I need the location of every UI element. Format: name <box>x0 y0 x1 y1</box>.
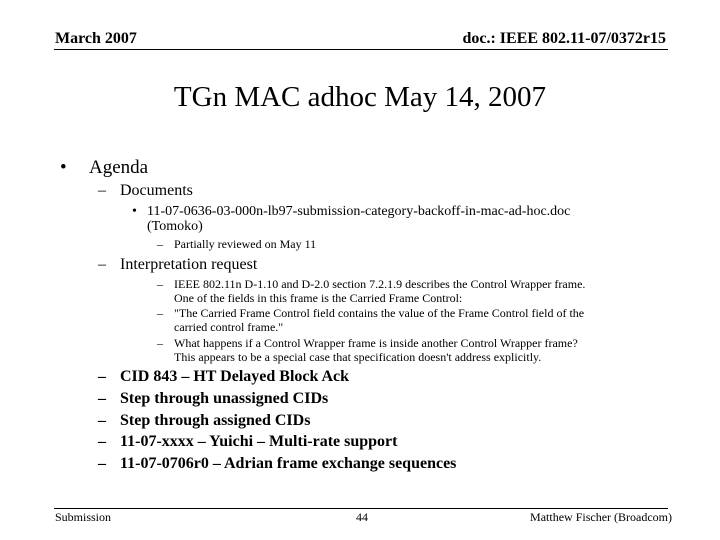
dash-icon: – <box>98 455 106 472</box>
dash-icon: – <box>157 277 163 291</box>
header-date: March 2007 <box>55 30 137 47</box>
dash-icon: – <box>157 237 163 251</box>
interp-item-line1: IEEE 802.11n D-1.10 and D-2.0 section 7.2.1.9 describes the Control Wrapper frame. <box>174 277 586 291</box>
topic-item: Step through assigned CIDs <box>120 412 311 429</box>
slide-title: TGn MAC adhoc May 14, 2007 <box>173 81 547 113</box>
doc-note: Partially reviewed on May 11 <box>174 237 317 251</box>
dash-icon: – <box>98 256 106 273</box>
dash-icon: – <box>98 390 106 407</box>
topic-item: 11-07-0706r0 – Adrian frame exchange sequences <box>120 455 457 472</box>
dash-icon: – <box>98 433 106 450</box>
header-doc-id: doc.: IEEE 802.11-07/0372r15 <box>462 30 666 47</box>
doc-item-line1: 11-07-0636-03-000n-lb97-submission-category-backoff-in-mac-ad-hoc.doc <box>147 204 571 219</box>
topic-item: CID 843 – HT Delayed Block Ack <box>120 368 350 385</box>
agenda-label: Agenda <box>89 157 149 178</box>
topic-item: Step through unassigned CIDs <box>120 390 329 407</box>
bullet-icon: • <box>132 204 137 219</box>
footer-author: Matthew Fischer (Broadcom) <box>530 510 672 524</box>
interp-label: Interpretation request <box>120 256 258 273</box>
doc-item-line2: (Tomoko) <box>147 219 203 234</box>
footer-submission: Submission <box>55 510 112 524</box>
interp-item-line2: One of the fields in this frame is the Carried Frame Control: <box>174 291 463 305</box>
interp-item-line2: carried control frame." <box>174 320 284 334</box>
header-rule <box>54 49 668 50</box>
bullet-icon: • <box>60 157 67 178</box>
dash-icon: – <box>157 306 163 320</box>
topic-item: 11-07-xxxx – Yuichi – Multi-rate support <box>120 433 398 450</box>
dash-icon: – <box>98 182 106 199</box>
interp-item-line2: This appears to be a special case that specification doesn't address explicitly. <box>174 350 542 364</box>
dash-icon: – <box>157 336 163 350</box>
dash-icon: – <box>98 368 106 385</box>
page-number: 44 <box>356 510 368 524</box>
interp-item-line1: What happens if a Control Wrapper frame is inside another Control Wrapper frame? <box>174 336 578 350</box>
dash-icon: – <box>98 412 106 429</box>
interp-item-line1: "The Carried Frame Control field contains the value of the Frame Control field of the <box>174 306 585 320</box>
documents-label: Documents <box>120 182 193 199</box>
footer-rule <box>54 508 668 509</box>
